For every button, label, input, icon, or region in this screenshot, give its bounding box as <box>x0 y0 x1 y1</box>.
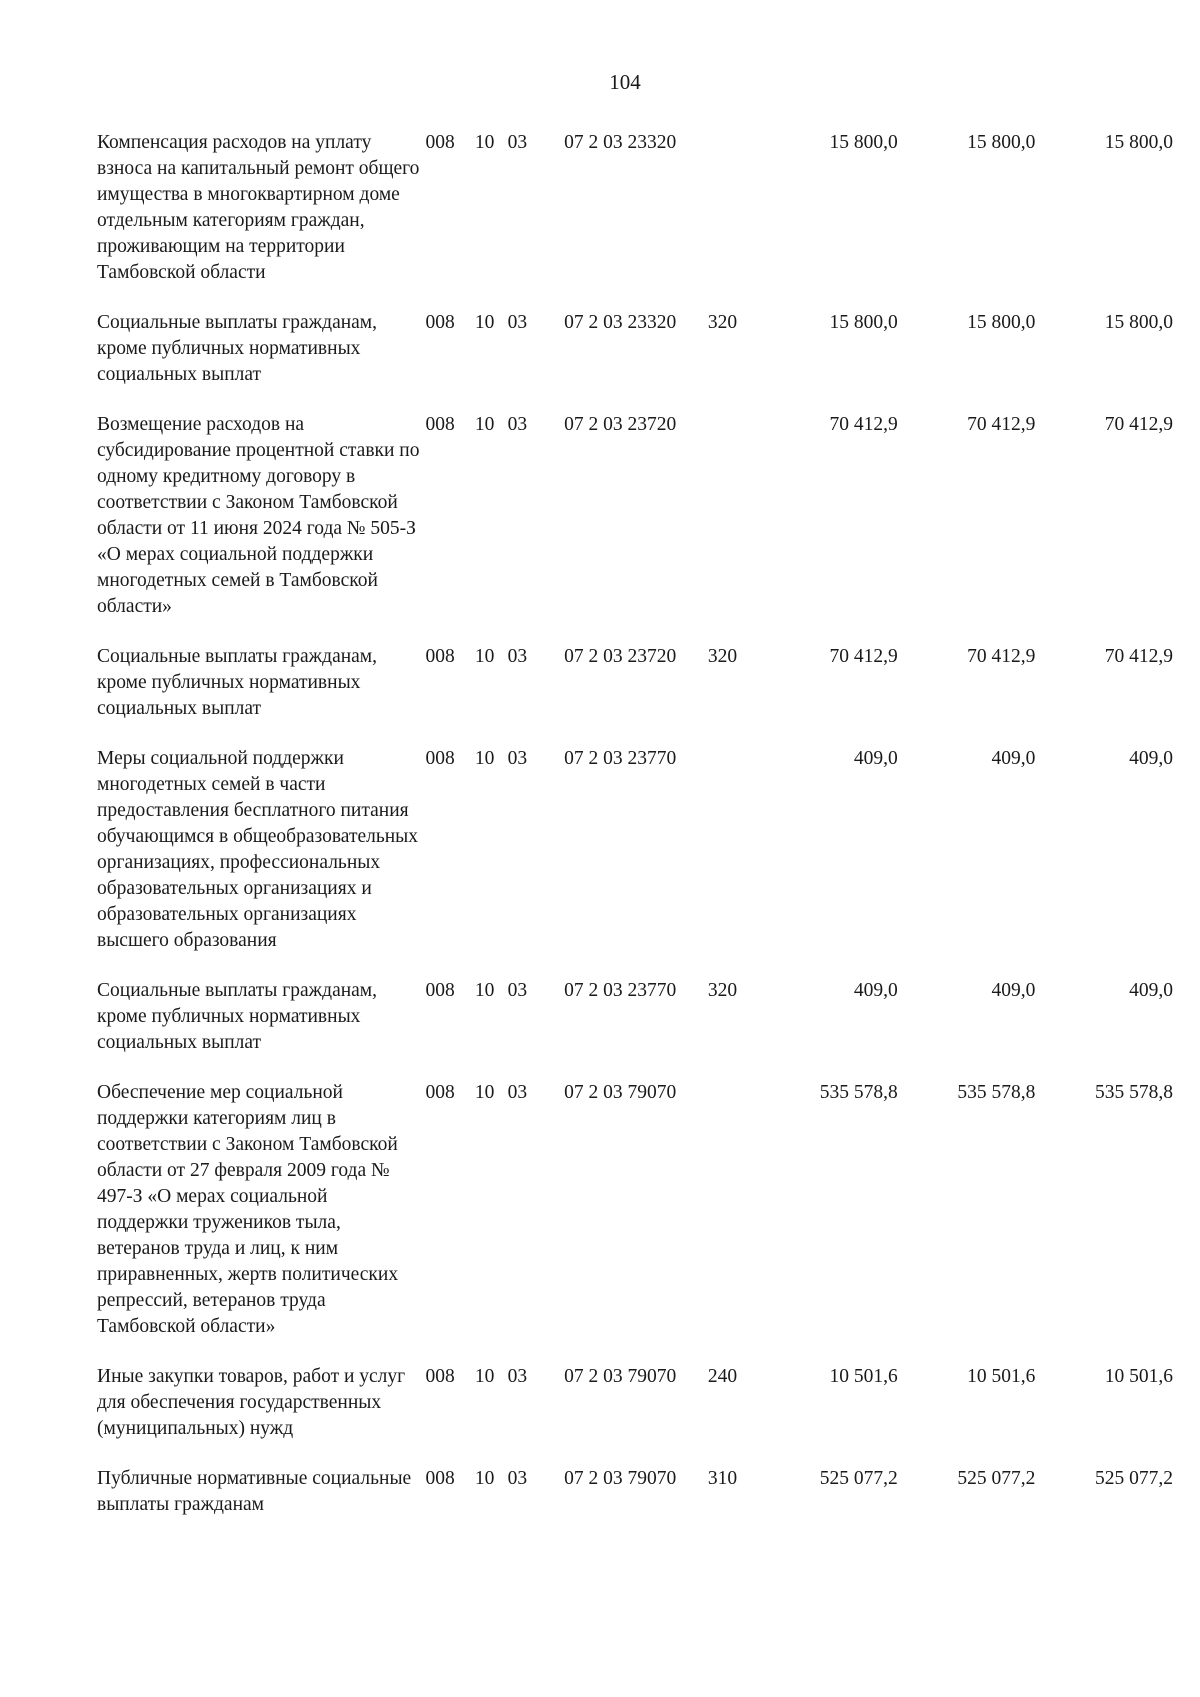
row-name: Возмещение расходов на субсидирование процентной ставки по одному кредитному договору в соответствии с Законом Тамбовской области от 11 июня 2024 года № 505-З «О мерах социальной поддержки многодетных семей в Тамбовской области» <box>97 414 420 617</box>
row-amount-year-3: 525 077,2 <box>1095 1468 1173 1489</box>
row-section-code: 10 <box>474 1468 495 1489</box>
row-target-article-code: 07 2 03 79070 <box>564 1082 677 1103</box>
row-subsection-code: 03 <box>507 1082 528 1103</box>
row-ved-code: 008 <box>425 748 455 769</box>
row-expense-type-code: 320 <box>707 980 738 1001</box>
table-row <box>97 644 1173 746</box>
row-target-article-code: 07 2 03 23770 <box>564 748 677 769</box>
row-amount-year-1: 70 412,9 <box>829 414 898 435</box>
row-section-code: 10 <box>474 980 495 1001</box>
row-amount-year-1: 525 077,2 <box>819 1468 898 1489</box>
row-name: Иные закупки товаров, работ и услуг для обеспечения государственных (муниципальных) нужд <box>97 1366 406 1439</box>
row-expense-type-code <box>708 1080 770 1364</box>
row-subsection-code: 03 <box>507 980 528 1001</box>
row-subsection-code: 03 <box>507 1366 528 1387</box>
row-target-article-code: 07 2 03 23320 <box>564 312 677 333</box>
row-amount-year-1: 409,0 <box>853 748 898 769</box>
row-ved-code: 008 <box>425 1468 455 1489</box>
row-subsection-code: 03 <box>507 1468 528 1489</box>
row-amount-year-3: 15 800,0 <box>1104 312 1173 333</box>
page-number: 104 <box>609 70 641 94</box>
row-section-code: 10 <box>474 1366 495 1387</box>
row-name: Компенсация расходов на уплату взноса на капитальный ремонт общего имущества в многоквартирном доме отдельным категориям граждан, проживающим на территории Тамбовской области <box>97 132 420 283</box>
row-amount-year-2: 10 501,6 <box>967 1366 1036 1387</box>
row-target-article-code: 07 2 03 23720 <box>564 414 677 435</box>
row-expense-type-code: 320 <box>707 646 738 667</box>
row-amount-year-1: 15 800,0 <box>829 132 898 153</box>
row-subsection-code: 03 <box>507 414 528 435</box>
row-subsection-code: 03 <box>507 312 528 333</box>
row-amount-year-1: 535 578,8 <box>819 1082 898 1103</box>
row-name: Публичные нормативные социальные выплаты гражданам <box>97 1468 412 1515</box>
row-target-article-code: 07 2 03 23770 <box>564 980 677 1001</box>
row-expense-type-code: 240 <box>707 1366 738 1387</box>
table-row <box>97 1080 1173 1364</box>
row-target-article-code: 07 2 03 23320 <box>564 132 677 153</box>
row-amount-year-1: 409,0 <box>853 980 898 1001</box>
row-name: Обеспечение мер социальной поддержки категориям лиц в соответствии с Законом Тамбовской области от 27 февраля 2009 года № 497-З «О мерах социальной поддержки тружеников тыла, ветеранов труда и лиц, к ним приравненных, жертв политических репрессий, ветеранов труда Тамбовской области» <box>97 1082 399 1337</box>
row-name: Социальные выплаты гражданам, кроме публичных нормативных социальных выплат <box>97 980 378 1053</box>
row-amount-year-2: 535 578,8 <box>957 1082 1036 1103</box>
row-section-code: 10 <box>474 414 495 435</box>
row-section-code: 10 <box>474 312 495 333</box>
row-amount-year-2: 409,0 <box>991 980 1036 1001</box>
row-subsection-code: 03 <box>507 748 528 769</box>
row-amount-year-2: 70 412,9 <box>967 646 1036 667</box>
row-amount-year-3: 409,0 <box>1129 980 1173 1001</box>
row-expense-type-code <box>708 746 770 978</box>
table-row <box>97 412 1173 644</box>
row-section-code: 10 <box>474 1082 495 1103</box>
row-amount-year-2: 15 800,0 <box>967 132 1036 153</box>
row-expense-type-code: 310 <box>707 1468 738 1489</box>
row-amount-year-3: 15 800,0 <box>1104 132 1173 153</box>
row-ved-code: 008 <box>425 132 455 153</box>
row-amount-year-3: 70 412,9 <box>1104 414 1173 435</box>
row-amount-year-1: 15 800,0 <box>829 312 898 333</box>
row-amount-year-1: 10 501,6 <box>829 1366 898 1387</box>
table-row <box>97 1466 1173 1542</box>
row-subsection-code: 03 <box>507 646 528 667</box>
table-row <box>97 978 1173 1080</box>
row-amount-year-2: 409,0 <box>991 748 1036 769</box>
row-amount-year-3: 409,0 <box>1129 748 1173 769</box>
row-subsection-code: 03 <box>507 132 528 153</box>
table-row <box>97 746 1173 978</box>
row-name: Социальные выплаты гражданам, кроме публичных нормативных социальных выплат <box>97 646 378 719</box>
row-section-code: 10 <box>474 748 495 769</box>
row-amount-year-1: 70 412,9 <box>829 646 898 667</box>
budget-table <box>97 130 1173 1542</box>
row-name: Меры социальной поддержки многодетных семей в части предоставления бесплатного питания обучающимся в общеобразовательных организациях, профессиональных образовательных организациях и образовательных организациях высшего образования <box>97 748 419 951</box>
row-ved-code: 008 <box>425 980 455 1001</box>
row-amount-year-2: 70 412,9 <box>967 414 1036 435</box>
row-expense-type-code: 320 <box>707 312 738 333</box>
row-amount-year-2: 525 077,2 <box>957 1468 1036 1489</box>
budget-table-body <box>97 130 1173 1542</box>
table-row <box>97 130 1173 310</box>
row-amount-year-2: 15 800,0 <box>967 312 1036 333</box>
row-amount-year-3: 535 578,8 <box>1095 1082 1173 1103</box>
row-ved-code: 008 <box>425 1366 455 1387</box>
table-row <box>97 310 1173 412</box>
row-expense-type-code <box>708 130 770 310</box>
row-amount-year-3: 70 412,9 <box>1104 646 1173 667</box>
row-ved-code: 008 <box>425 646 455 667</box>
table-row <box>97 1364 1173 1466</box>
row-ved-code: 008 <box>425 1082 455 1103</box>
row-ved-code: 008 <box>425 414 455 435</box>
row-section-code: 10 <box>474 646 495 667</box>
row-target-article-code: 07 2 03 23720 <box>564 646 677 667</box>
row-ved-code: 008 <box>425 312 455 333</box>
row-target-article-code: 07 2 03 79070 <box>564 1366 677 1387</box>
row-target-article-code: 07 2 03 79070 <box>564 1468 677 1489</box>
row-section-code: 10 <box>474 132 495 153</box>
row-amount-year-3: 10 501,6 <box>1104 1366 1173 1387</box>
row-name: Социальные выплаты гражданам, кроме публичных нормативных социальных выплат <box>97 312 378 385</box>
row-expense-type-code <box>708 412 770 644</box>
